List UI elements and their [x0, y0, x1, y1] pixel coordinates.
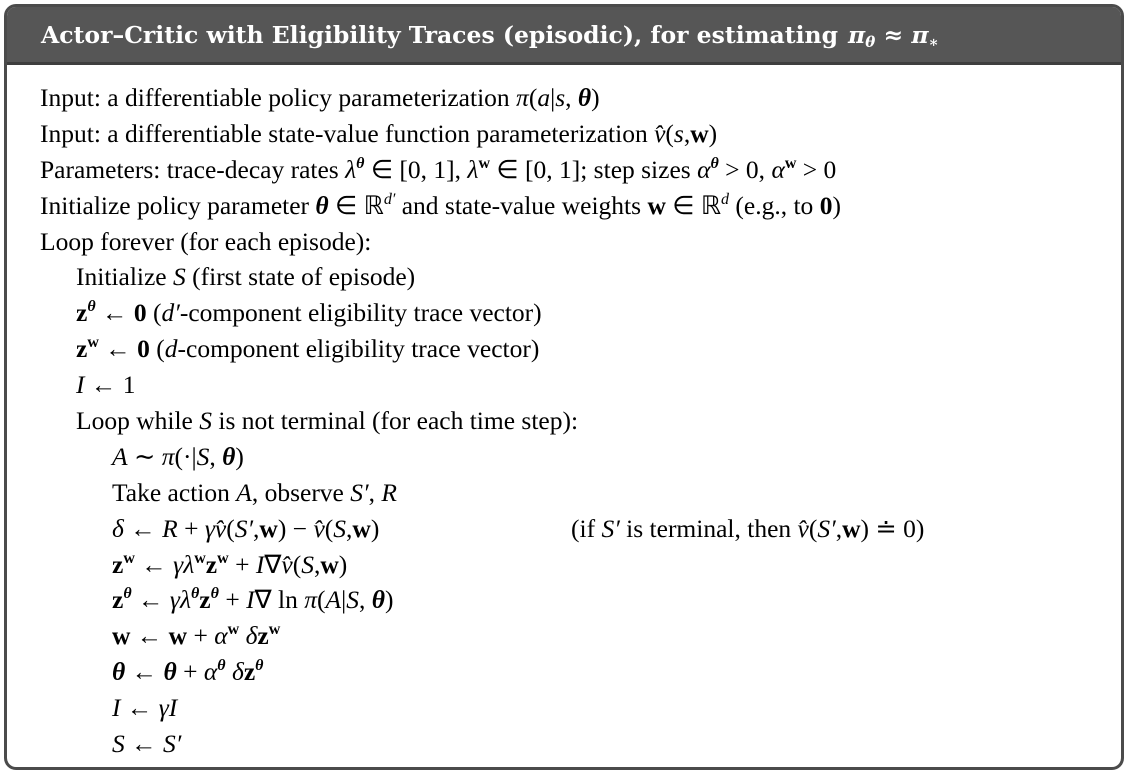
line-loop-forever: Loop forever (for each episode):: [40, 226, 372, 256]
line-z-w-init: $z^w$ ← 0 (d-component eligibility trace vector): [76, 334, 540, 364]
line-z-theta-init: $z^\theta$ ← 0 (d′-component eligibility trace vector): [76, 298, 542, 328]
line-parameters: Parameters: trace-decay rates $\lambda^\theta$ ∈ [0, 1], $\lambda^w$ ∈ [0, 1]; step sizes $\alpha^\theta > 0$, $\alpha^w > 0$: [40, 154, 837, 184]
line-i-init: I ← 1: [76, 370, 136, 400]
line-s-update: S ← S′: [112, 729, 182, 759]
algorithm-box: [4, 4, 1124, 770]
line-initialize-params: Initialize policy parameter θ ∈ ℝ$^{d'}$ and state-value weights w ∈ ℝ$^d$ (e.g., to 0): [40, 190, 841, 220]
line-i-update: I ← γI: [112, 693, 178, 723]
line-z-w-update: $z^w$ ← $\gamma\lambda^wz^w$ + I∇v̂(S,w): [112, 549, 348, 579]
line-sample-action: A ∼ π(·|S, θ): [112, 441, 244, 471]
line-initialize-state: Initialize S (first state of episode): [76, 262, 416, 292]
terminal-note: (if S′ is terminal, then v̂(S′,w) ≐ 0): [571, 513, 925, 543]
algorithm-title: [7, 7, 1121, 65]
line-z-theta-update: $z^\theta$ ← $\gamma\lambda^\theta z^\theta + I\nabla$ ln π(A|S, θ): [112, 585, 394, 615]
line-td-error: δ ← R + γv̂(S′,w) − v̂(S,w) (if S′ is terminal, then v̂(S′,w) ≐ 0): [40, 511, 1121, 547]
line-take-action: Take action A, observe S′, R: [112, 477, 397, 507]
algorithm-body: [7, 65, 1121, 762]
title-formula: $\pi_\theta \approx \pi_∗$: [848, 20, 939, 51]
line-theta-update: θ ← $\theta + \alpha^\theta$ $\delta z^\theta$: [112, 657, 264, 687]
title-text: Actor–Critic with Eligibility Traces (episodic), for estimating: [41, 20, 839, 49]
line-w-update: w ← $w + \alpha^w$ $\delta z^w$: [112, 621, 281, 651]
line-input-policy: Input: a differentiable policy parameterization π(a|s, θ): [40, 83, 600, 112]
line-loop-while: Loop while S is not terminal (for each time step):: [76, 406, 579, 436]
line-input-value: Input: a differentiable state-value function parameterization v̂(s,w): [40, 118, 718, 148]
